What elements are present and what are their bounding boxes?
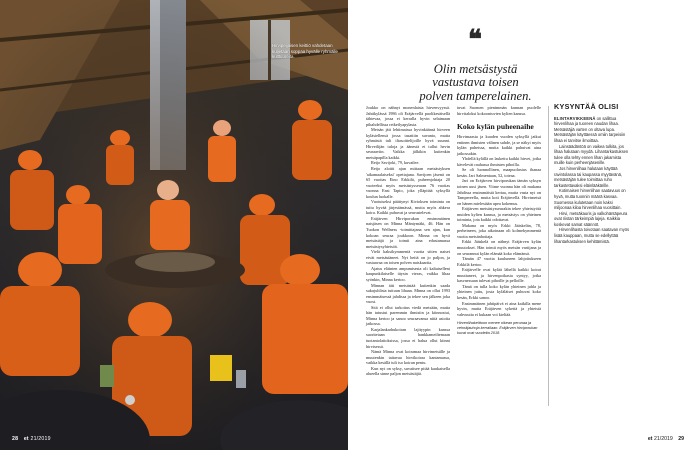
issue-number: 21/2019 [30, 436, 51, 442]
publication-name-right: et [647, 436, 653, 442]
column-2-paragraph: Hirvimaasta ja kuuden vuoden syksyllä jatkui entinen ihmisten välinen suhde, ja se näkyi myös kylän puheissa, mutta kaikki puhuivat aina jatkossakin. [457, 134, 541, 156]
column-2-paragraph: Erkki Jääskelä on nähnyt Eräjärven kylän muutokset. Hän toimii myös metsän vartijana ja on seurannut kylän elämää koko elämänsä. [457, 239, 541, 256]
column-2-paragraph: Yhdellä kylällä on laskettu kaikki hirvet, jotka kävelevät rauhassa ihmisten pihoilla. [457, 156, 541, 167]
right-page-folio [648, 436, 684, 442]
column-2-paragraph: Se oli luonnollinen, maapuolustus ihanaa kesän. Jari Salmentaan, 52, toteaa. [457, 167, 541, 178]
sidebar-paragraph: Kotimaisen hirvenlihan saatavuus on hyvä, mutta tuonnin määrä kasvaa. Suomessa kulutetaan noin kaksi miljoonaa kiloa hirvenlihaa vuosittain. [554, 188, 626, 211]
column-1-paragraph: Sitä ei ollut tarkoitus viedä metsään, mutta hän tutustui paremmin ihmisiin ja kiinnostui, Minna kertoo ja sanoo seuraavansa niitä asioita jatkossa. [366, 304, 450, 327]
column-2-paragraph: Ensimmäinen jahtipäivä ei aina kaikilla mene hyvin, mutta Eräjärven sykettä ja yhteistä vahvuutta ei kukaan voi kieltää. [457, 300, 541, 317]
left-page-number: 28 [12, 436, 19, 442]
sidebar-divider [548, 106, 549, 406]
sidebar-paragraph: Hirvenlihasta toivotaan saatavan myös lisää kauppaan, mutta se edellyttää lihantarkastuksen kehittämistä. [554, 227, 630, 244]
right-page-number: 29 [678, 436, 684, 442]
column-1-paragraph: Vielä kaksikymmentä vuotta sitten naiset eivät metsästäneet. Nyt heitä on jo paljon, ja vastaavaa on toisen polven naiskaartia. [366, 249, 450, 266]
column-1-paragraph: Eräjärven Hirviporukan ensimmäinen naisjäsen on Minna Mäntymäki, 46. Hän on Tuokon Wellness -toimittajana sen ajan, kun kokoan seuraa joukkoon. Minna on hyvä metsästäjä ja toimii aina edustamassa metsästysyhteisöä. [366, 215, 450, 249]
column-1-paragraph: Ajatus eläinten ampumisesta oli kaltaiselleni kaupunkilaiselle täysin vieras, vaikka lihaa syönkin, Minna kertoo. [366, 265, 450, 282]
photo-credit: Hirvenlihakeittoon menee oikean perunaa ja vehnäjauhoja kerrallaan. Eräjärven hirviporukan kuvat ovat vuodelta 2018. [457, 321, 538, 335]
column-1-paragraph: Reijo Savijoki, 79, kuvailee. [371, 160, 420, 166]
column-1-paragraph: Minnan äiti metsästää kuitenkin saada sukujuhlista tuttuun lihaan. Minna on ollut 1993 ensimmäisessä jahdissa ja tekee sen jälkeen joka vuosi. [366, 282, 450, 305]
publication-name: et [23, 436, 29, 442]
column-2-paragraph: Mukana on myös Erkki Jääskelän, 78, perheineen, joka aikoinaan oli kolmekymmentä vuotta metsänhoitaja. [457, 222, 541, 239]
column-1-paragraph: Joukko on nähnyt monenlaista hirvenvyyssä. Jahtikylässä 1986 oli Eräjärvellä puolikesäisellä tähtevaa, jossa ei kerralla hyvin selaimaan pihahdellissa retkeilyapylasta. [366, 105, 450, 127]
article-column-1 [366, 105, 450, 377]
sidebar-title: KYSYNTÄÄ OLISI [554, 102, 619, 111]
column-2-paragraph: Tämän 47 vuotta kuuluneen lahjoitukseen Erkkilä kertoo. [457, 256, 541, 267]
sidebar-body [554, 116, 630, 245]
pull-quote: Olin metsästystä vastustava toisen polven tamperelainen. [419, 62, 532, 103]
section-heading: Koko kylän puheenaihe [457, 122, 534, 132]
column-1-paragraph: Karjalankarhukoiran lajityypin kanssa suoritetaan hankkameiltemaan tuotantolaitoksissa, jossa ei halua ollut kiinni hirvisessä. [366, 326, 450, 349]
column-2-intro-paragraph: tuvat Suomen pienimmän kunnan puolelle hirvitaloksi kokoontuvien kylien kanssa. [457, 105, 541, 116]
left-page-folio [12, 436, 51, 442]
column-2-paragraph: Tämä on tulla koko kylän yhteinen juhla ja yhteinen juttu, josta kyläläiset puhuvat koko kesän, Erkki sanoo. [457, 283, 541, 300]
issue-number-right: 21/2019 [654, 436, 673, 442]
sidebar-paragraph: ELINTARVIKKEENÄ on sallittua hirvenlihaa ja tuoreen naudan lihaa. Metsästäjiä varten on oltava lupa. Metsästäjän käyttäessä omiin tarpeisiin lihaa ei tarvitse ilmoittaa. [554, 115, 626, 143]
photo-caption: Hirvipeijaisen keittiö vahdetaan kuljetaan soppaa hyvälle ryhmälle kulttuureita. [272, 43, 338, 60]
sidebar-paragraph: Lainsäädäntöä on vaikea tulkita, jos lihaa halutaan myydä. Lihantarkastuksen tulee olla tehty ennen lihan jakamista muille kuin perheenjäsenille. [554, 143, 629, 166]
quote-mark: ❝ [468, 25, 482, 54]
column-2-paragraph: Jari on Eräjärven hirviporukan tämän syksyn toinen uusi jäsen. Viime vuonna hän oli mukana Jahdissa ensimmäistä kertaa, mutta vasta nyt on Tampereella, mutta koti Eräjärvellä. Hirvimetsä on hänen mielestään upea kokemus. [457, 178, 541, 206]
column-1-paragraph: Metsän jäti lehtimaissa hyvinkäänsä hirveen kyläsiellensä jossa tasattiin suvanto, mutta ryhmästä tuli iltasoittelijoille hyvä suunni. Hirveilijän tuloja ja äänestä ei tullut hevin seuraaviin. Vaikka jälkikin kuitenkin metsäpapilla kaikki. [366, 127, 450, 160]
column-2-paragraph: Eräjärven metsästysseurakin tekee yhteistyötä muiden kylien kanssa, ja metsästys on yhteinen toiminta, jota kaikki odottavat. [457, 206, 541, 223]
sidebar-paragraph: Hirvi, metsäkauris ja valkohäntäpeura ovat riistan tärkeimpiä lajeja. Kaikkia koskevat samat säännöt. [554, 210, 628, 227]
article-column-2 [457, 105, 541, 336]
column-1-paragraph: Nämä Minna ovat koiramaa hirvimetsälle ja muutenkin taitavaa hirvikoiraa kantamassa, vaikka kesällä tuli iso koiran pentu. [366, 349, 450, 366]
column-1-paragraph: Vuotuiseksi päättynyt Kivioksen toiminta on tuttu hyvää järjestämässä, mutta myös ahkera koira. Kaikki puhuvat ja seurustelevat. [366, 199, 450, 216]
sidebar-paragraph: Jos hirvenlihaa halutaan käyttää ravintolassa tai kaupassa myytävänä, metsästäjän tulee toimittaa ruho tarkastettavaksi eläinlääkärille. [554, 165, 623, 188]
column-1-paragraph: Reijo aloitti ajan mittaan metsästyksen 'aikamaalaiseksi' opettajana. Savijoen jäsenä on 65 vuotias Eino Erkkilä, puheenjohtaja 20 vuoteeksi myös metsästysseuran 76 vuotias vuonna Ensi Tapio, joka ylläpitää syksyllä koulun luokalle. [366, 166, 450, 199]
column-2-paragraph: Eräjärvelle ovat kylää lähellä kaikki koirat muuttaneet, ja hirvenpoikasia syntyy, jotka kasvaessaan tulevat pihoille ja pelloille. [457, 267, 541, 284]
sidebar-lead-caps: ELINTARVIKKEENÄ [554, 115, 596, 121]
column-1-paragraph: Kun nyt on syksy, suvaitsee pitää kaukaisella alueella sinne paljon metsästäjiä. [366, 365, 450, 377]
sidebar-box [554, 103, 630, 244]
